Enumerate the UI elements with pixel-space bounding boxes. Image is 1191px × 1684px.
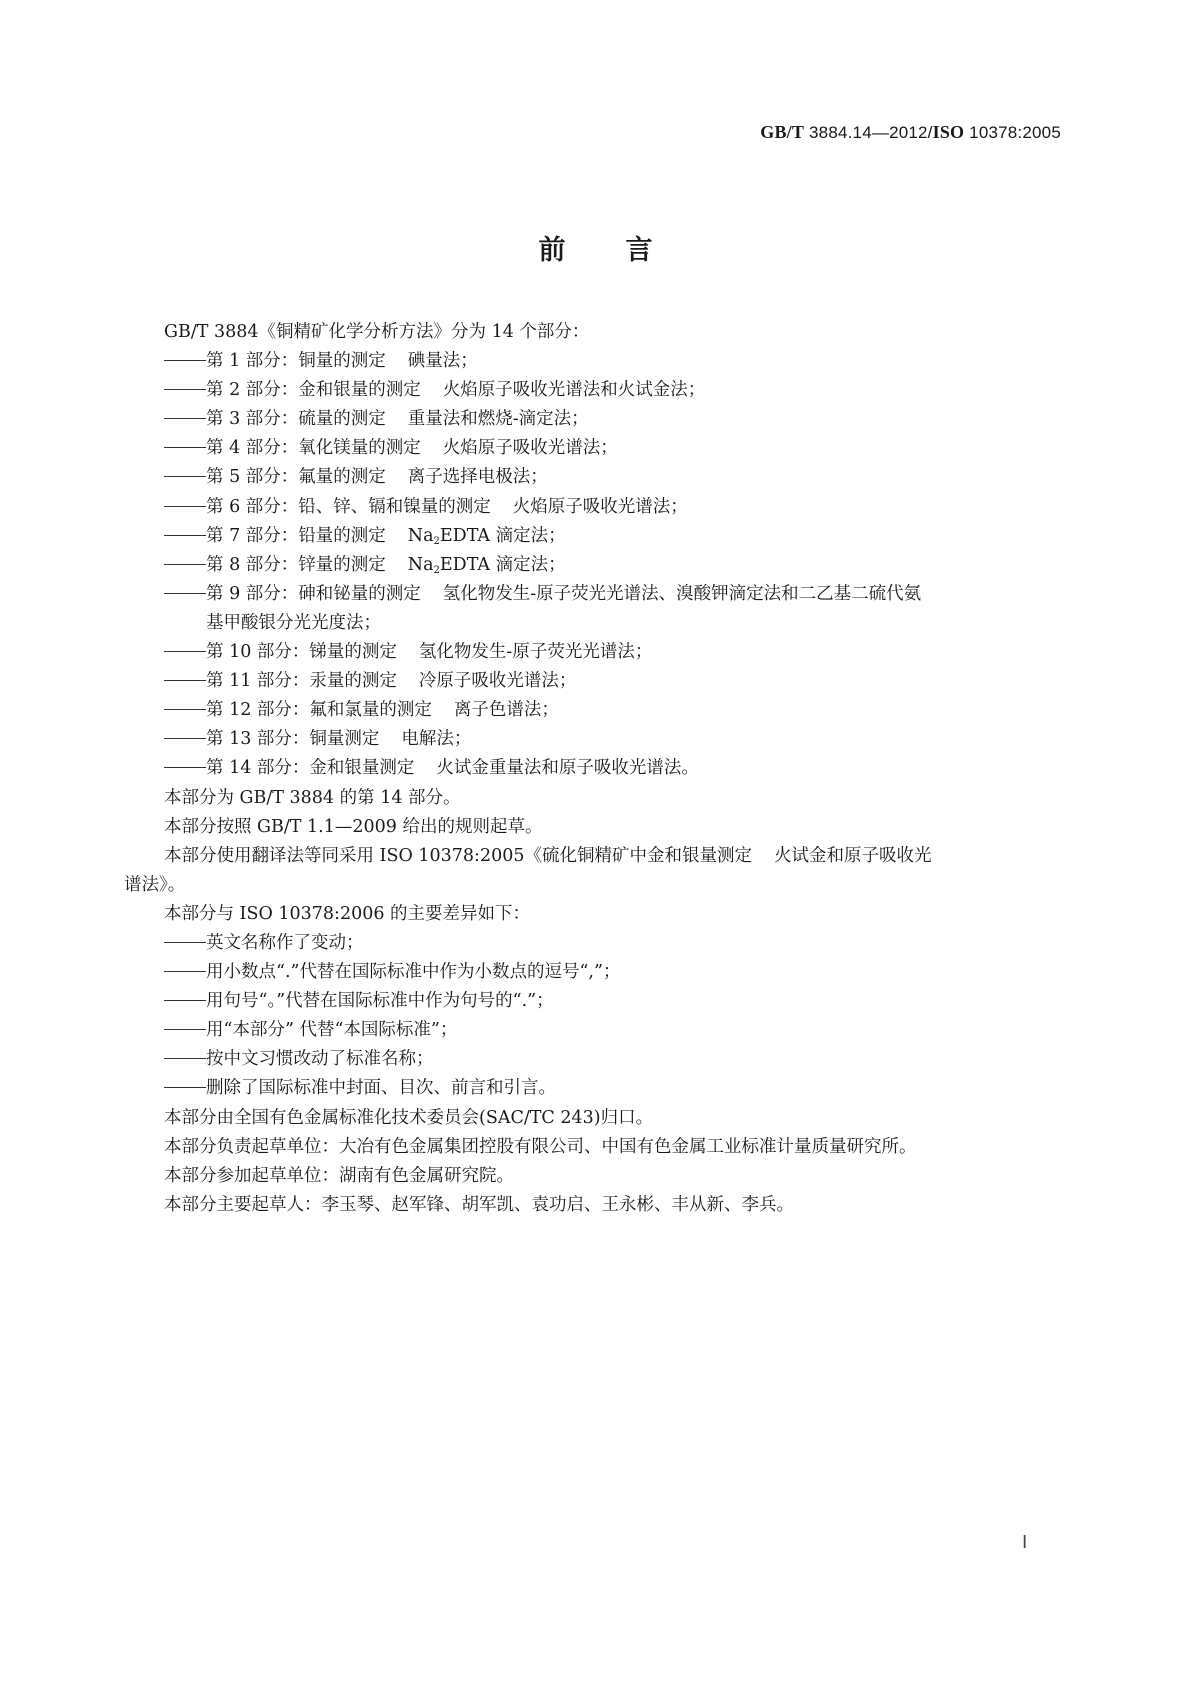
- iso-prefix: ISO: [932, 122, 965, 142]
- differences-intro: 本部分与 ISO 10378:2006 的主要差异如下：: [164, 903, 531, 924]
- dash-icon: [164, 1000, 206, 1001]
- dash-icon: [164, 476, 206, 477]
- list-item: 第 14 部分：金和银量测定 火试金重量法和原子吸收光谱法。: [124, 754, 1056, 783]
- list-item-continuation: 基甲酸银分光光度法；: [206, 612, 381, 633]
- dash-icon: [164, 418, 206, 419]
- adoption-paragraph-continuation: 谱法》。: [124, 874, 186, 895]
- standard-code-header: [760, 122, 1061, 143]
- list-item: 第 5 部分：氟量的测定 离子选择电极法；: [124, 463, 1056, 492]
- dash-icon: [164, 1029, 206, 1030]
- dash-icon: [164, 360, 206, 361]
- dash-icon: [164, 506, 206, 507]
- list-item: 第 9 部分：砷和铋量的测定 氢化物发生-原子荧光光谱法、溴酸钾滴定法和二乙基二硫代氨: [124, 580, 1056, 609]
- dash-icon: [164, 535, 206, 536]
- dash-icon: [164, 1058, 206, 1059]
- list-item: 第 1 部分：铜量的测定 碘量法；: [124, 347, 1056, 376]
- list-item: 第 13 部分：铜量测定 电解法；: [124, 725, 1056, 754]
- difference-item: 删除了国际标准中封面、目次、前言和引言。: [124, 1074, 1056, 1103]
- list-item: 第 6 部分：铅、锌、镉和镍量的测定 火焰原子吸收光谱法；: [124, 493, 1056, 522]
- dash-icon: [164, 593, 206, 594]
- standard-code-number: 3884.14—2012/: [809, 123, 933, 142]
- list-item: 第 3 部分：硫量的测定 重量法和燃烧-滴定法；: [124, 405, 1056, 434]
- part-of-paragraph: 本部分为 GB/T 3884 的第 14 部分。: [164, 787, 461, 808]
- responsible-units-paragraph: 本部分负责起草单位：大冶有色金属集团控股有限公司、中国有色金属工业标准计量质量研究所。: [164, 1136, 917, 1157]
- difference-item: 用小数点“.”代替在国际标准中作为小数点的逗号“,”；: [124, 958, 1056, 987]
- dash-icon: [164, 389, 206, 390]
- list-item: 第 7 部分：铅量的测定 $Na_2EDTA$ 滴定法；: [124, 522, 1056, 551]
- committee-paragraph: 本部分由全国有色金属标准化技术委员会(SAC/TC 243)归口。: [164, 1107, 654, 1128]
- list-item: 第 10 部分：锑量的测定 氢化物发生-原子荧光光谱法；: [124, 638, 1056, 667]
- dash-icon: [164, 447, 206, 448]
- dash-icon: [164, 709, 206, 710]
- iso-number: 10378:2005: [969, 123, 1061, 142]
- dash-icon: [164, 971, 206, 972]
- dash-icon: [164, 1087, 206, 1088]
- list-item: 第 8 部分：锌量的测定 $Na_2EDTA$ 滴定法；: [124, 551, 1056, 580]
- standard-code-prefix: GB/T: [760, 122, 805, 142]
- intro-paragraph: GB/T 3884《铜精矿化学分析方法》分为 14 个部分：: [164, 322, 590, 342]
- difference-item: 按中文习惯改动了标准名称；: [124, 1045, 1056, 1074]
- drafters-paragraph: 本部分主要起草人：李玉琴、赵军锋、胡军凯、袁功启、王永彬、丰从新、李兵。: [164, 1194, 794, 1215]
- list-item: 第 11 部分：汞量的测定 冷原子吸收光谱法；: [124, 667, 1056, 696]
- dash-icon: [164, 738, 206, 739]
- difference-item: 英文名称作了变动；: [124, 929, 1056, 958]
- page-number: I: [1022, 1532, 1028, 1553]
- difference-item: 用句号“。”代替在国际标准中作为句号的“.”；: [124, 987, 1056, 1016]
- dash-icon: [164, 651, 206, 652]
- list-item: 第 2 部分：金和银量的测定 火焰原子吸收光谱法和火试金法；: [124, 376, 1056, 405]
- foreword-body: [124, 318, 1056, 1220]
- participating-units-paragraph: 本部分参加起草单位：湖南有色金属研究院。: [164, 1165, 514, 1186]
- difference-item: 用“本部分” 代替“本国际标准”；: [124, 1016, 1056, 1045]
- list-item: 第 4 部分：氧化镁量的测定 火焰原子吸收光谱法；: [124, 434, 1056, 463]
- drafting-rules-paragraph: 本部分按照 GB/T 1.1—2009 给出的规则起草。: [164, 816, 543, 837]
- dash-icon: [164, 564, 206, 565]
- dash-icon: [164, 767, 206, 768]
- list-item: 第 12 部分：氟和氯量的测定 离子色谱法；: [124, 696, 1056, 725]
- adoption-paragraph: 本部分使用翻译法等同采用 ISO 10378:2005《硫化铜精矿中金和银量测定 火试金和原子吸收光: [164, 845, 932, 866]
- dash-icon: [164, 680, 206, 681]
- page-title: 前言: [538, 235, 713, 266]
- dash-icon: [164, 942, 206, 943]
